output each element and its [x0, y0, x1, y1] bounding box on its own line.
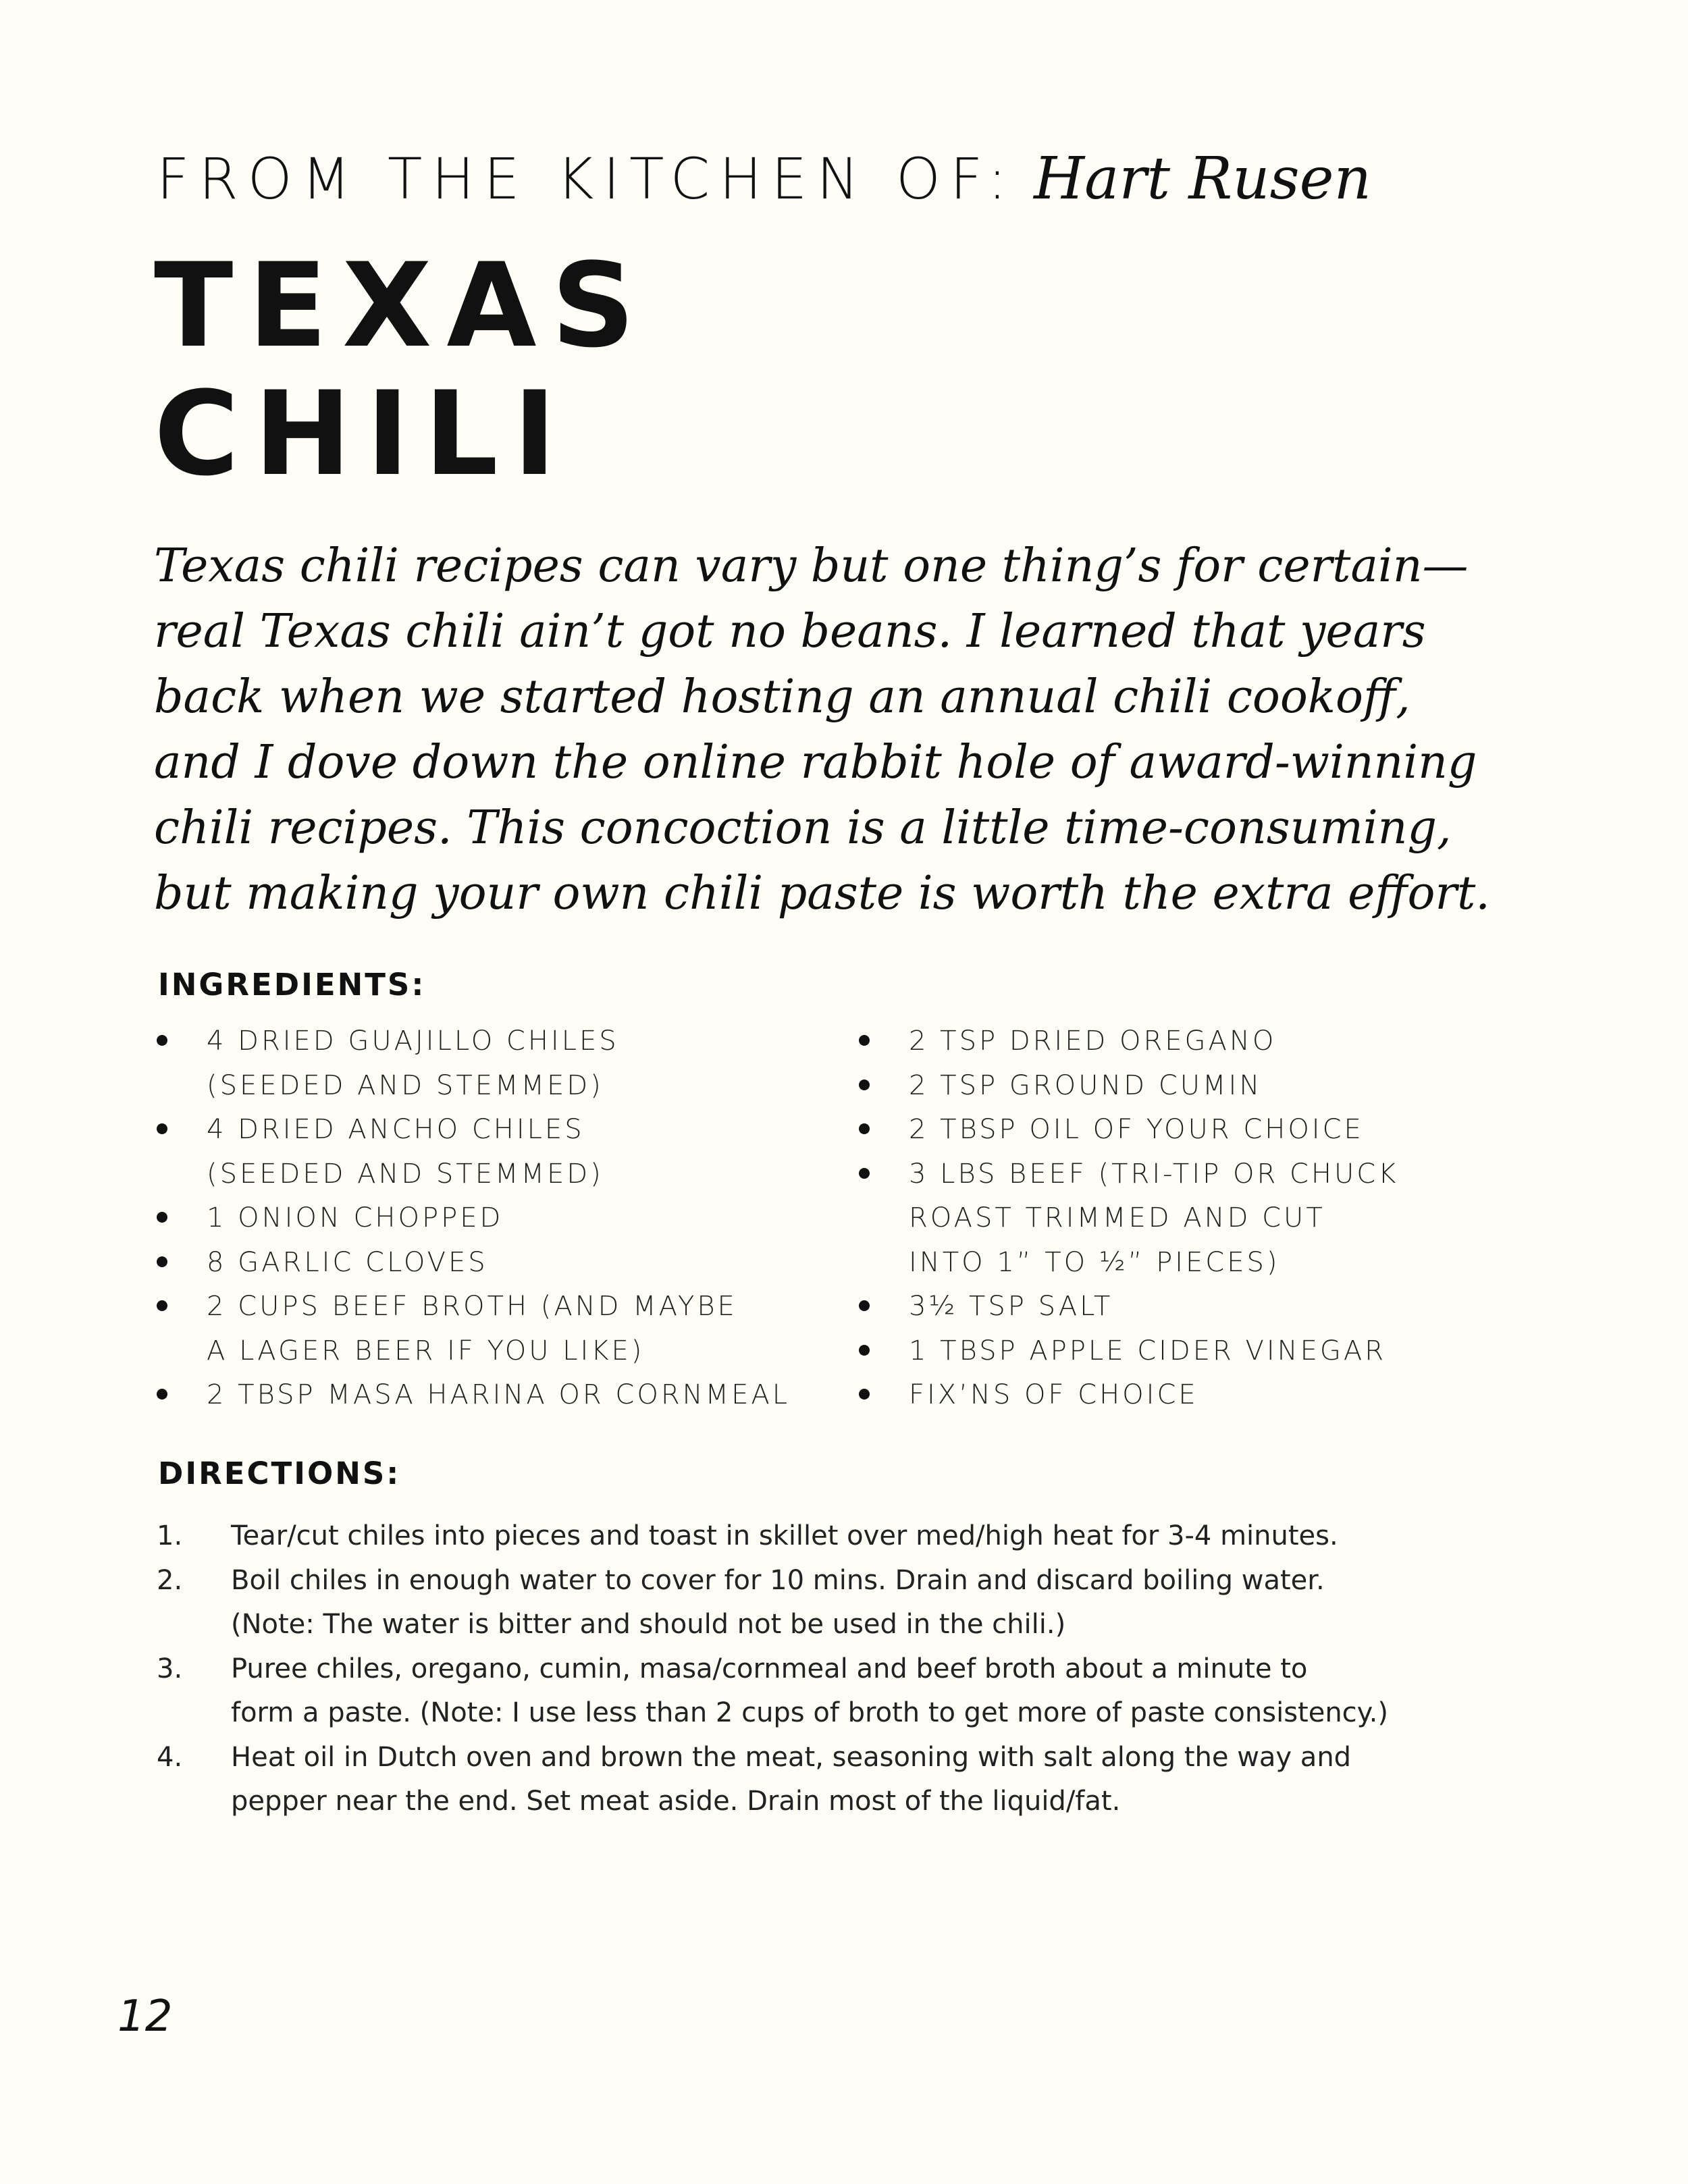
- step-number: 1.: [157, 1520, 183, 1551]
- ingredient-item: [157, 1373, 790, 1418]
- ingredient-text: (SEEDED AND STEMMED): [207, 1158, 604, 1190]
- ingredient-text: 4 DRIED GUAJILLO CHILES: [207, 1026, 619, 1057]
- ingredient-text: 1 TBSP APPLE CIDER VINEGAR: [909, 1335, 1387, 1366]
- ingredient-text: 8 GARLIC CLOVES: [207, 1246, 488, 1278]
- intro-line: Texas chili recipes can vary but one thing’s for certain—: [154, 539, 1469, 593]
- ingredient-item: [157, 1196, 790, 1241]
- ingredient-text: 3½ TSP SALT: [909, 1291, 1113, 1322]
- bullet-icon: [157, 1300, 167, 1311]
- ingredient-item: [859, 1108, 1398, 1152]
- directions-heading: DIRECTIONS:: [158, 1456, 401, 1491]
- ingredients-right-column: [859, 1019, 1398, 1418]
- bullet-icon: [157, 1256, 167, 1267]
- ingredient-item: [859, 1285, 1398, 1329]
- ingredient-item: [157, 1019, 790, 1108]
- intro-line: real Texas chili ain’t got no beans. I learned that years: [154, 605, 1426, 658]
- step-text: pepper near the end. Set meat aside. Drain most of the liquid/fat.: [231, 1786, 1121, 1817]
- step-text: form a paste. (Note: I use less than 2 cups of broth to get more of paste consistency.): [231, 1697, 1388, 1728]
- ingredient-item: [157, 1241, 790, 1285]
- bullet-icon: [859, 1300, 870, 1311]
- bullet-icon: [157, 1389, 167, 1400]
- intro-line: but making your own chili paste is worth the extra effort.: [154, 867, 1490, 920]
- ingredient-text: 4 DRIED ANCHO CHILES: [207, 1114, 585, 1145]
- intro-line: back when we started hosting an annual chili cookoff,: [154, 670, 1410, 724]
- step-text: Boil chiles in enough water to cover for 10 mins. Drain and discard boiling water.: [231, 1564, 1325, 1596]
- recipe-title: [154, 238, 650, 502]
- ingredient-item: [157, 1108, 790, 1196]
- recipe-title-line-2: CHILI: [154, 366, 571, 502]
- step-text: Tear/cut chiles into pieces and toast in skillet over med/high heat for 3-4 minutes.: [231, 1520, 1338, 1551]
- step-text: (Note: The water is bitter and should not be used in the chili.): [231, 1609, 1066, 1640]
- recipe-intro: [154, 533, 1545, 926]
- ingredient-item: [859, 1373, 1398, 1418]
- ingredient-text: A LAGER BEER IF YOU LIKE): [207, 1335, 645, 1366]
- direction-step: [157, 1559, 1388, 1647]
- ingredient-text: 2 CUPS BEEF BROTH (AND MAYBE: [207, 1291, 737, 1322]
- ingredient-item: [859, 1152, 1398, 1285]
- intro-line: chili recipes. This concoction is a little time-consuming,: [154, 801, 1452, 855]
- ingredient-text: 3 LBS BEEF (TRI-TIP OR CHUCK: [909, 1158, 1399, 1190]
- step-number: 4.: [157, 1741, 183, 1773]
- bullet-icon: [859, 1080, 870, 1090]
- ingredient-item: [859, 1064, 1398, 1109]
- bullet-icon: [859, 1035, 870, 1046]
- ingredient-text: ROAST TRIMMED AND CUT: [909, 1202, 1325, 1233]
- ingredients-left-column: [157, 1019, 790, 1418]
- kitchen-of-label: FROM THE KITCHEN OF:: [157, 146, 1017, 212]
- ingredient-item: [157, 1285, 790, 1373]
- ingredient-item: [859, 1329, 1398, 1374]
- ingredient-text: 2 TBSP MASA HARINA OR CORNMEAL: [207, 1379, 790, 1410]
- bullet-icon: [157, 1035, 167, 1046]
- page-number: 12: [117, 1992, 173, 2042]
- ingredients-heading: INGREDIENTS:: [158, 967, 426, 1003]
- ingredient-text: 2 TSP DRIED OREGANO: [909, 1026, 1277, 1057]
- ingredient-text: 2 TSP GROUND CUMIN: [909, 1069, 1263, 1101]
- step-number: 3.: [157, 1653, 183, 1684]
- ingredient-text: 2 TBSP OIL OF YOUR CHOICE: [909, 1114, 1364, 1145]
- ingredient-text: 1 ONION CHOPPED: [207, 1202, 504, 1233]
- intro-line: and I dove down the online rabbit hole of award-winning: [154, 736, 1477, 789]
- ingredient-text: INTO 1” TO ½” PIECES): [909, 1246, 1280, 1278]
- step-number: 2.: [157, 1564, 183, 1596]
- step-text: Puree chiles, oregano, cumin, masa/cornmeal and beef broth about a minute to: [231, 1653, 1308, 1684]
- direction-step: [157, 1647, 1388, 1736]
- bullet-icon: [157, 1123, 167, 1134]
- ingredient-text: FIX’NS OF CHOICE: [909, 1379, 1198, 1410]
- kitchen-owner-name: Hart Rusen: [1034, 145, 1371, 213]
- recipe-title-line-1: TEXAS: [154, 238, 650, 373]
- bullet-icon: [859, 1168, 870, 1179]
- bullet-icon: [157, 1212, 167, 1223]
- ingredient-item: [859, 1019, 1398, 1064]
- ingredient-text: (SEEDED AND STEMMED): [207, 1069, 604, 1101]
- kitchen-of-line: [157, 145, 1371, 213]
- bullet-icon: [859, 1345, 870, 1356]
- direction-step: [157, 1736, 1388, 1824]
- bullet-icon: [859, 1389, 870, 1400]
- bullet-icon: [859, 1123, 870, 1134]
- directions-list: [157, 1514, 1388, 1824]
- step-text: Heat oil in Dutch oven and brown the meat, seasoning with salt along the way and: [231, 1741, 1352, 1773]
- direction-step: [157, 1514, 1388, 1559]
